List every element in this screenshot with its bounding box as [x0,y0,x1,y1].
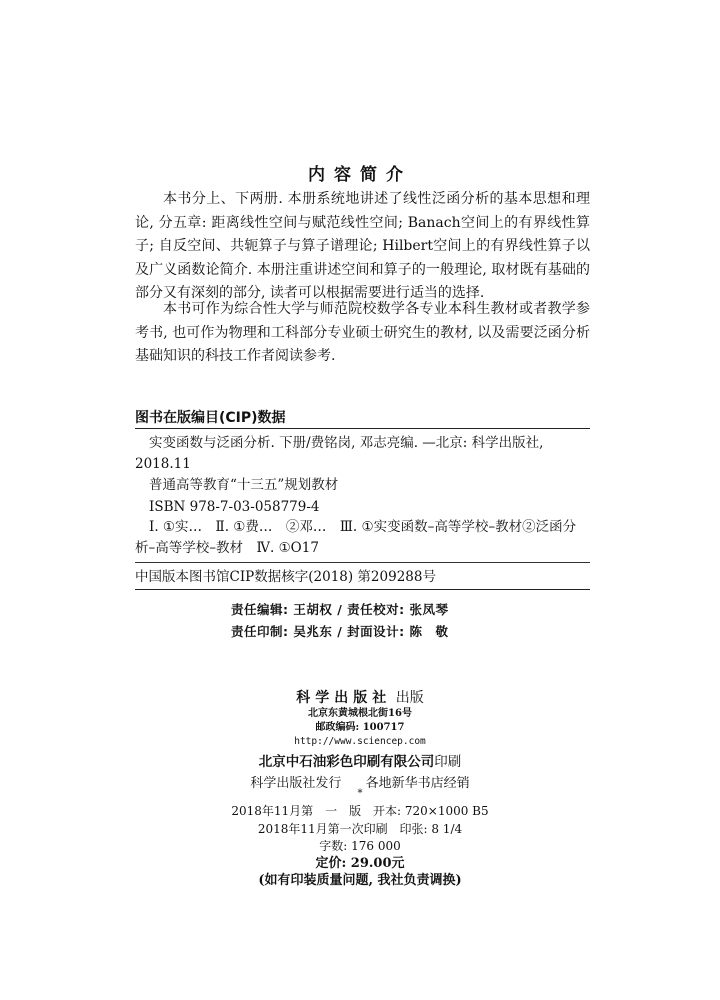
publisher-suffix: 出版 [395,690,424,706]
cip-number: 中国版本图书馆CIP数据核字(2018) 第209288号 [135,569,436,585]
cip-top-rule [135,428,590,429]
word-count: 字数: 176 000 [319,839,401,853]
printing-date: 2018年11月第一次印刷 [257,822,388,836]
cip-mid-rule [135,562,590,563]
staff-production: 责任印制: 吴兆东 / 封面设计: 陈 敬 [231,624,449,639]
cip-bottom-rule [135,589,590,590]
separator-star: * [357,788,363,799]
price: 定价: 29.00元 [315,856,405,871]
cip-title-line: 实变函数与泛函分析. 下册/费铭岗, 邓志亮编. —北京: 科学出版社, 2018.11 [135,435,544,472]
page-title: 内容简介 [308,165,412,185]
cip-classification: Ⅰ. ①实… Ⅱ. ①费… ②邓… Ⅲ. ①实变函数–高等学校–教材②泛函分析–高等学校–教材 Ⅳ. ①O17 [135,519,577,556]
summary-paragraph: 本书可作为综合性大学与师范院校数学各专业本科生教材或者教学参考书, 也可作为物理和工科部分专业硕士研究生的教材, 以及需要泛函分析基础知识的科技工作者阅读参考. [135,301,590,364]
edition-format: 开本: 720×1000 B5 [373,804,489,818]
printer-suffix: 印刷 [434,754,462,770]
publisher-postcode: 邮政编码: 100717 [315,722,405,733]
staff-editors: 责任编辑: 王胡权 / 责任校对: 张凤琴 [231,602,449,617]
printer-name: 北京中石油彩色印刷有限公司 [258,754,435,770]
edition-line [0,802,720,820]
sellers: 各地新华书店经销 [365,776,470,791]
printing-line [0,820,720,838]
printing-sheets: 印张: 8 1/4 [399,822,463,836]
distributor: 科学出版社发行 [250,776,342,791]
publisher-line [0,687,720,707]
cip-heading: 图书在版编目(CIP)数据 [135,410,286,426]
cip-isbn: ISBN 978-7-03-058779-4 [149,499,320,515]
publisher-address: 北京东黄城根北街16号 [308,708,412,719]
publisher-logo-name: 科学出版社 [296,690,392,706]
edition-date: 2018年11月第 一 版 [231,804,362,818]
publisher-website: http://www.sciencep.com [294,736,426,747]
quality-notice: (如有印装质量问题, 我社负责调换) [258,873,462,888]
cip-series: 普通高等教育“十三五”规划教材 [149,477,339,493]
summary-paragraph: 本书分上、下两册. 本册系统地讲述了线性泛函分析的基本思想和理论, 分五章: 距离线性空间与赋范线性空间; Banach空间上的有界线性算子; 自反空间、共轭算子与算子谱理论; Hilbert空间上的有界线性算子以及广义函数论简介. 本册注重讲述空间和算子的一般理论, 取材既有基础的部分又有深刻的部分, 读者可以根据需要进行适当的选择. [135,191,590,301]
printer-line [0,750,720,770]
